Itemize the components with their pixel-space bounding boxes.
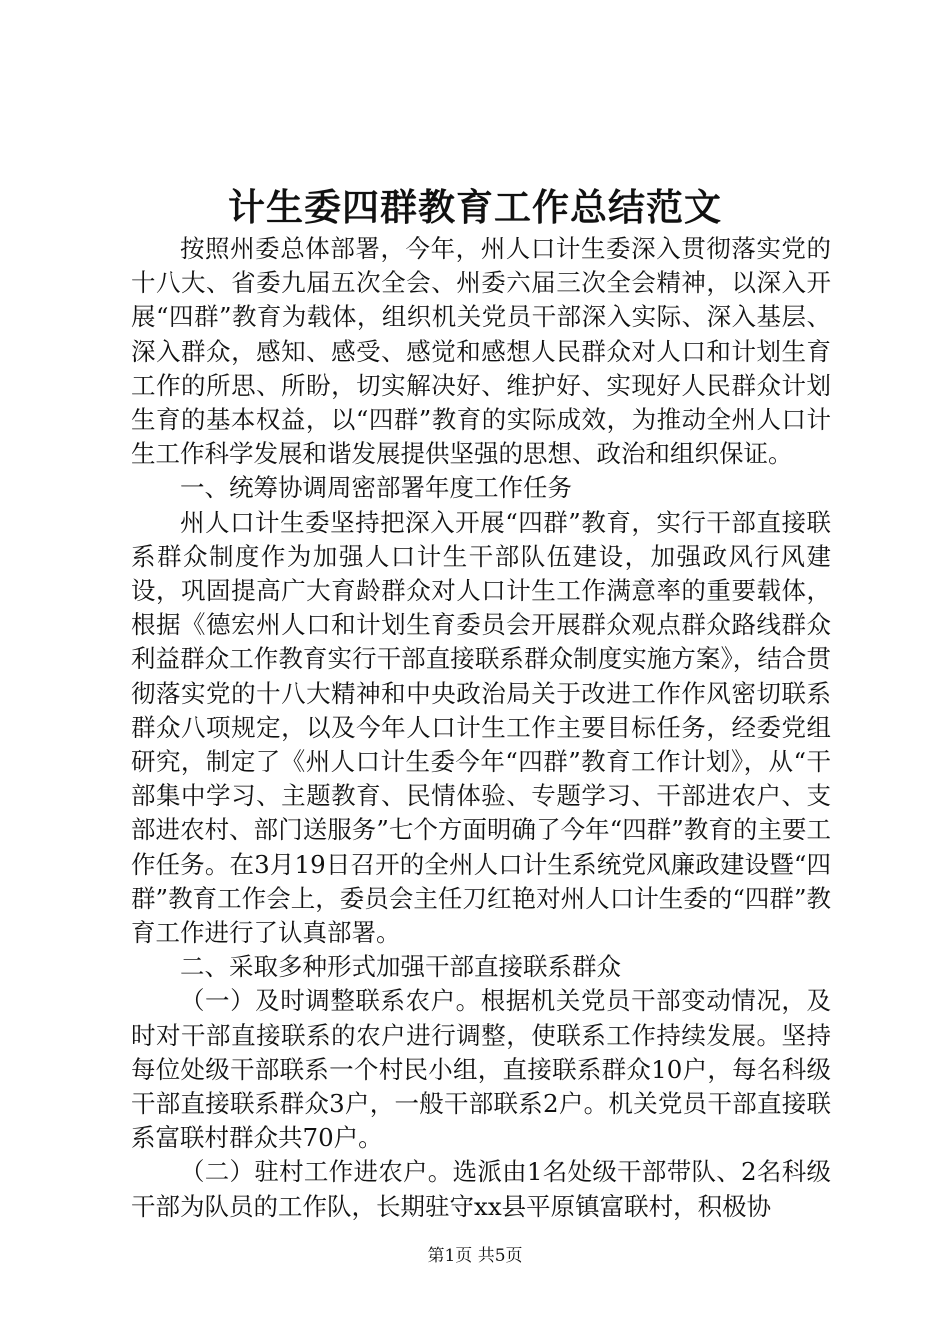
paragraph-subsection-1: （一）及时调整联系农户。根据机关党员干部变动情况，及时对干部直接联系的农户进行调整，使联系工作持续发展。坚持每位处级干部联系一个村民小组，直接联系群众10户，每名科级干部直接联系群众3户，一般干部联系2户。机关党员干部直接联系富联村群众共70户。 bbox=[131, 986, 831, 1153]
paragraph-subsection-2: （二）驻村工作进农户。选派由1名处级干部带队、2名科级干部为队员的工作队，长期驻守xx县平原镇富联村，积极协 bbox=[131, 1157, 831, 1221]
document-title: 计生委四群教育工作总结范文 bbox=[228, 185, 722, 229]
page-footer: 第1页 共5页 bbox=[427, 1246, 523, 1266]
section-heading-2: 二、采取多种形式加强干部直接联系群众 bbox=[180, 952, 621, 982]
section-heading-1: 一、统筹协调周密部署年度工作任务 bbox=[180, 473, 572, 503]
document-body bbox=[131, 232, 831, 1224]
paragraph-intro: 按照州委总体部署，今年，州人口计生委深入贯彻落实党的十八大、省委九届五次全会、州委六届三次全会精神，以深入开展“四群”教育为载体，组织机关党员干部深入实际、深入基层、深入群众，感知、感受、感觉和感想人民群众对人口和计划生育工作的所思、所盼，切实解决好、维护好、实现好人民群众计划生育的基本权益，以“四群”教育的实际成效，为推动全州人口计生工作科学发展和谐发展提供坚强的思想、政治和组织保证。 bbox=[131, 234, 831, 469]
paragraph-section-1: 州人口计生委坚持把深入开展“四群”教育，实行干部直接联系群众制度作为加强人口计生干部队伍建设，加强政风行风建设，巩固提高广大育龄群众对人口计生工作满意率的重要载体，根据《德宏州人口和计划生育委员会开展群众观点群众路线群众利益群众工作教育实行干部直接联系群众制度实施方案》，结合贯彻落实党的十八大精神和中央政治局关于改进工作作风密切联系群众八项规定，以及今年人口计生工作主要目标任务，经委党组研究，制定了《州人口计生委今年“四群”教育工作计划》，从“干部集中学习、主题教育、民情体验、专题学习、干部进农户、支部进农村、部门送服务”七个方面明确了今年“四群”教育的主要工作任务。在3月19日召开的全州人口计生系统党风廉政建设暨“四群”教育工作会上，委员会主任刀红艳对州人口计生委的“四群”教育工作进行了认真部署。 bbox=[131, 507, 831, 948]
